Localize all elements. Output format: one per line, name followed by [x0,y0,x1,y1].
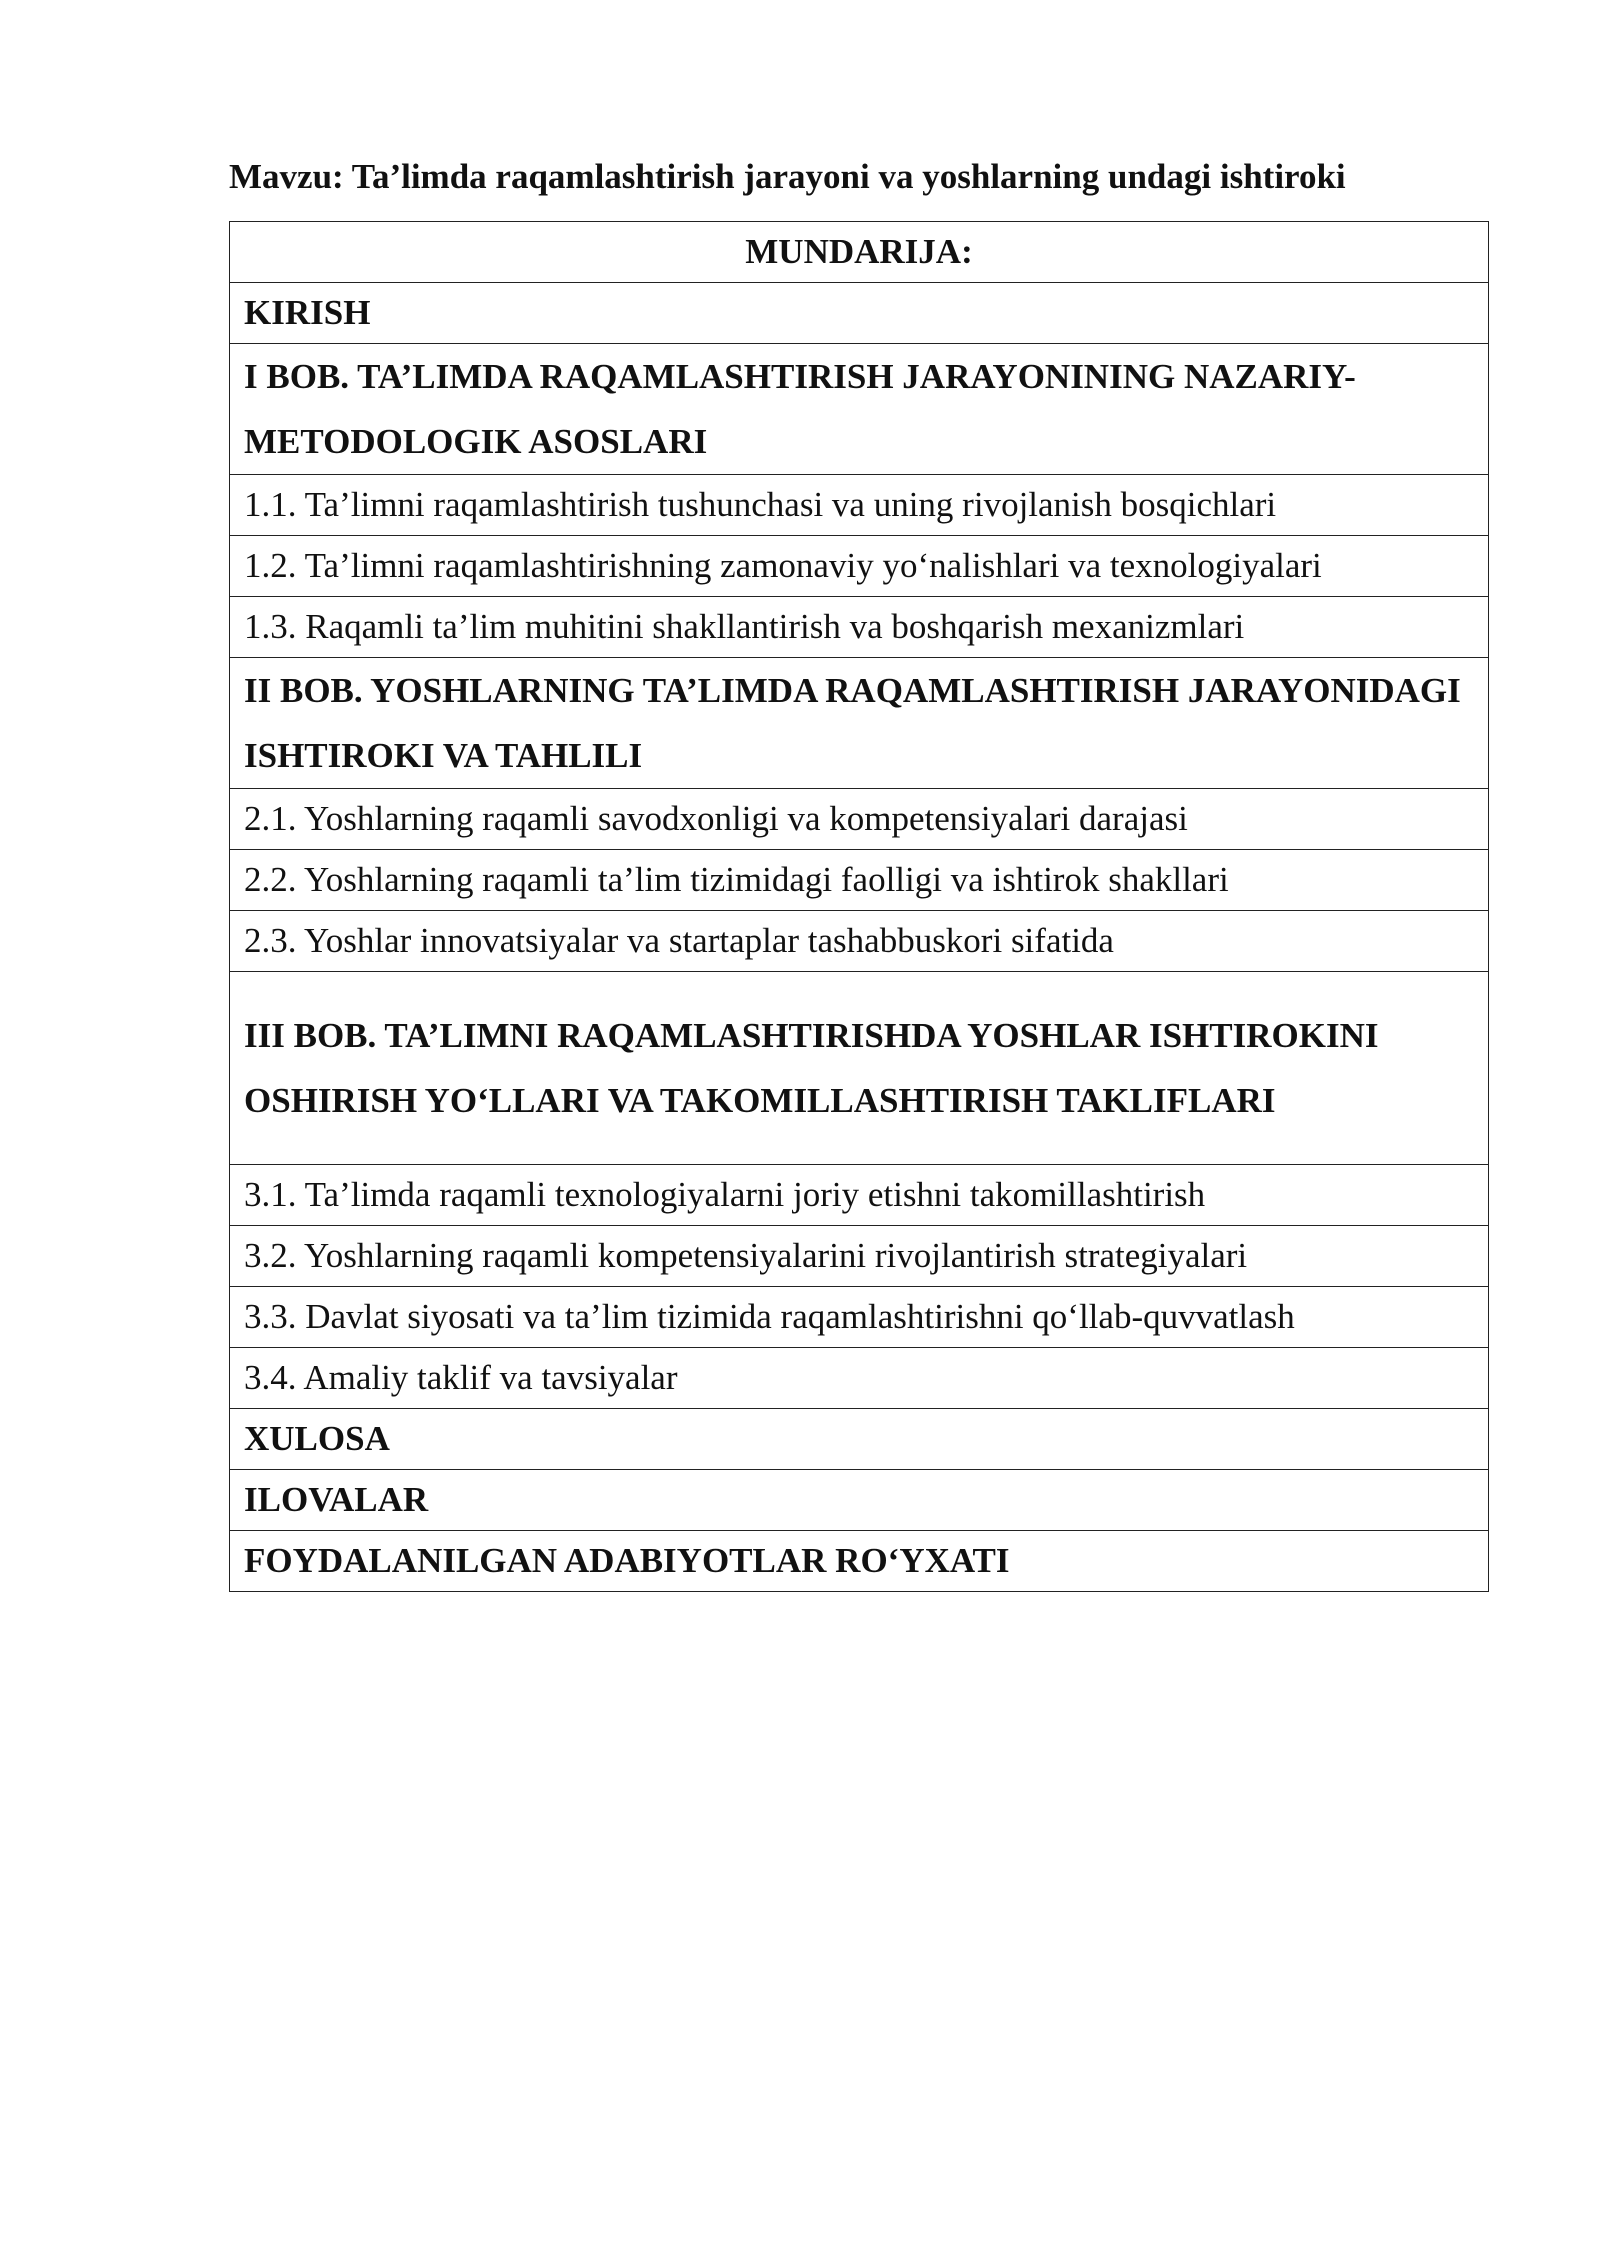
toc-row-chapter-2 [230,658,1489,789]
toc-row-2-1 [230,789,1489,850]
toc-entry-section: XULOSA [230,1409,1489,1470]
toc-row-1-3 [230,597,1489,658]
toc-row-chapter-1 [230,344,1489,475]
toc-entry-chapter: II BOB. YOSHLARNING TA’LIMDA RAQAMLASHTIRISH JARAYONIDAGI ISHTIROKI VA TAHLILI [230,658,1489,789]
toc-row-adabiyotlar [230,1531,1489,1592]
toc-entry-item: 3.3. Davlat siyosati va ta’lim tizimida raqamlashtirishni qo‘llab-quvvatlash [230,1287,1489,1348]
toc-entry-item: 2.1. Yoshlarning raqamli savodxonligi va kompetensiyalari darajasi [230,789,1489,850]
toc-row-2-3 [230,911,1489,972]
toc-heading-row [230,222,1489,283]
toc-row-chapter-3 [230,972,1489,1165]
toc-row-3-2 [230,1226,1489,1287]
toc-entry-chapter: I BOB. TA’LIMDA RAQAMLASHTIRISH JARAYONINING NAZARIY-METODOLOGIK ASOSLARI [230,344,1489,475]
toc-entry-section: FOYDALANILGAN ADABIYOTLAR RO‘YXATI [230,1531,1489,1592]
toc-row-3-3 [230,1287,1489,1348]
toc-row-ilovalar [230,1470,1489,1531]
toc-entry-item: 3.4. Amaliy taklif va tavsiyalar [230,1348,1489,1409]
toc-entry-item: 2.2. Yoshlarning raqamli ta’lim tizimidagi faolligi va ishtirok shakllari [230,850,1489,911]
document-title: Mavzu: Ta’limda raqamlashtirish jarayoni va yoshlarning undagi ishtiroki [229,157,1346,196]
toc-row-2-2 [230,850,1489,911]
toc-entry-chapter: III BOB. TA’LIMNI RAQAMLASHTIRISHDA YOSHLAR ISHTIROKINI OSHIRISH YO‘LLARI VA TAKOMILLASHTIRISH TAKLIFLARI [230,972,1489,1165]
toc-row-3-4 [230,1348,1489,1409]
toc-row-xulosa [230,1409,1489,1470]
toc-entry-item: 1.3. Raqamli ta’lim muhitini shakllantirish va boshqarish mexanizmlari [230,597,1489,658]
toc-entry-item: 3.2. Yoshlarning raqamli kompetensiyalarini rivojlantirish strategiyalari [230,1226,1489,1287]
toc-row-1-1 [230,475,1489,536]
toc-entry-item: 3.1. Ta’limda raqamli texnologiyalarni joriy etishni takomillashtirish [230,1165,1489,1226]
toc-row-1-2 [230,536,1489,597]
toc-entry-item: 1.1. Ta’limni raqamlashtirish tushunchasi va uning rivojlanish bosqichlari [230,475,1489,536]
toc-entry-item: 1.2. Ta’limni raqamlashtirishning zamonaviy yo‘nalishlari va texnologiyalari [230,536,1489,597]
toc-row-3-1 [230,1165,1489,1226]
toc-heading: MUNDARIJA: [230,222,1489,283]
toc-row-kirish [230,283,1489,344]
toc-entry-item: 2.3. Yoshlar innovatsiyalar va startaplar tashabbuskori sifatida [230,911,1489,972]
toc-entry-section: KIRISH [230,283,1489,344]
toc-entry-section: ILOVALAR [230,1470,1489,1531]
table-of-contents [229,221,1489,1592]
